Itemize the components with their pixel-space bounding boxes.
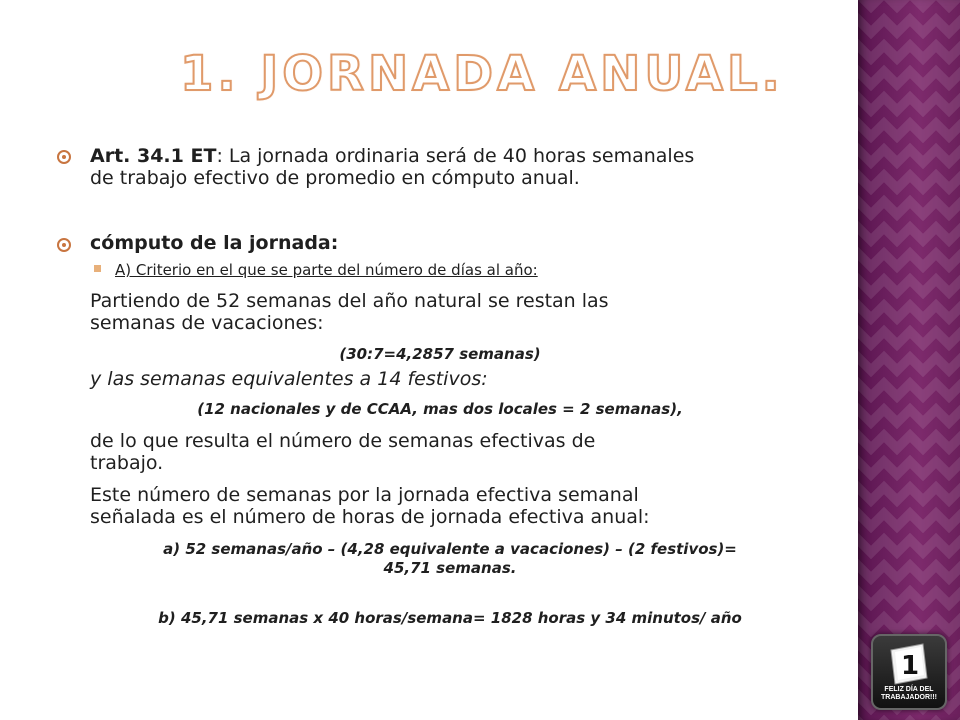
result-line2: trabajo. (90, 452, 164, 474)
article-text-line2: de trabajo efectivo de promedio en cómputo anual. (90, 167, 580, 189)
article-paragraph (90, 145, 830, 167)
square-bullet-icon (94, 265, 101, 272)
criterio-text: A) Criterio en el que se parte del número de días al año: (115, 261, 538, 279)
slide-title: 1. JORNADA ANUAL. (180, 46, 784, 102)
vacation-calculation: (30:7=4,2857 semanas) (339, 345, 541, 363)
formula-b: b) 45,71 semanas x 40 horas/semana= 1828 horas y 34 minutos/ año (158, 609, 742, 627)
article-label: Art. 34.1 ET (90, 145, 217, 167)
logo-caption: FELIZ DÍA DEL TRABAJADOR!!! (881, 686, 937, 701)
result-line1: de lo que resulta el número de semanas efectivas de (90, 430, 596, 452)
bullet-icon (57, 150, 71, 164)
para3-line1: Este número de semanas por la jornada efectiva semanal (90, 484, 639, 506)
calendar-one-icon (887, 642, 931, 686)
formula-a-line1: a) 52 semanas/año – (4,28 equivalente a vacaciones) – (2 festivos)= (163, 540, 737, 558)
computo-heading: cómputo de la jornada: (90, 232, 339, 254)
para3-line2: señalada es el número de horas de jornada efectiva anual: (90, 506, 650, 528)
svg-text:1: 1 (901, 651, 920, 681)
decorative-sidebar (858, 0, 960, 720)
festivos-line: y las semanas equivalentes a 14 festivos: (90, 368, 488, 390)
article-text-line1: : La jornada ordinaria será de 40 horas semanales (216, 145, 695, 167)
formula-a-line2: 45,71 semanas. (383, 559, 517, 577)
festivos-calculation: (12 nacionales y de CCAA, mas dos locales = 2 semanas), (197, 400, 683, 418)
para1-line2: semanas de vacaciones: (90, 312, 324, 334)
labor-day-logo (871, 634, 947, 710)
para1-line1: Partiendo de 52 semanas del año natural se restan las (90, 290, 609, 312)
bullet-icon (57, 238, 71, 252)
